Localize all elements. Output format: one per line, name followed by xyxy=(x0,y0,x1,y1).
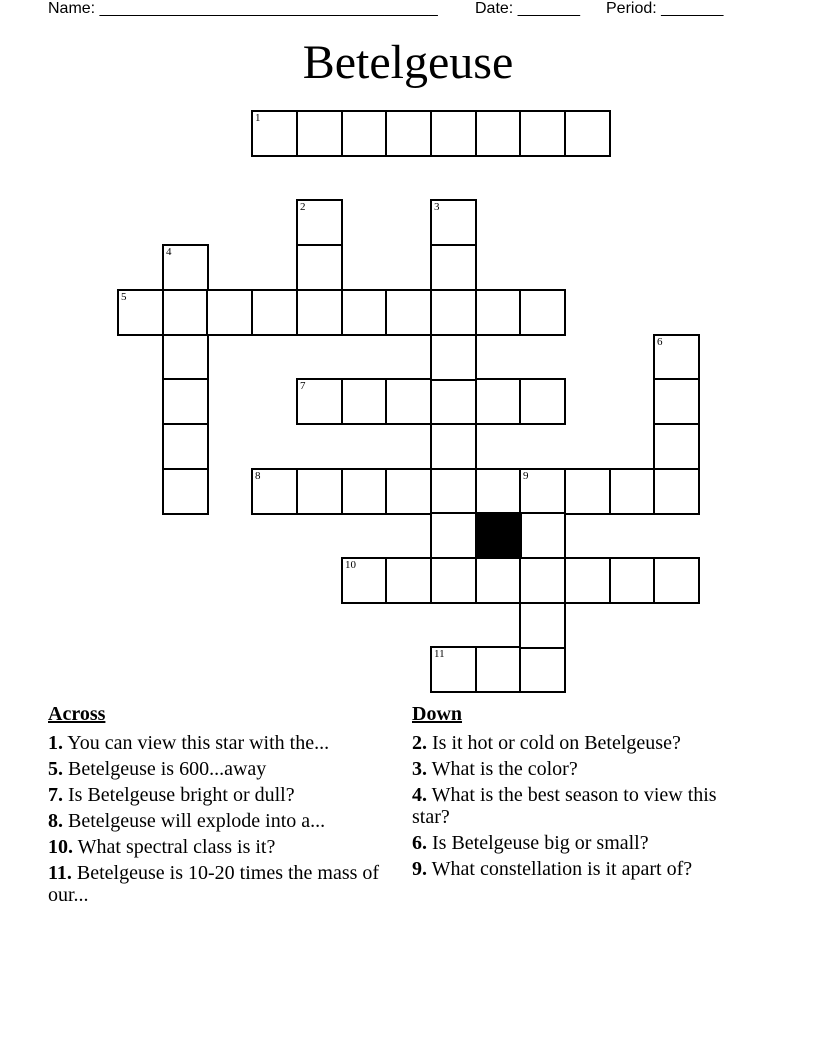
date-field[interactable]: Date: _______ xyxy=(475,0,580,17)
crossword-cell[interactable] xyxy=(385,557,432,604)
puzzle-title: Betelgeuse xyxy=(302,36,514,89)
crossword-cell[interactable] xyxy=(341,289,388,336)
clue-across-10 xyxy=(48,836,383,858)
crossword-cell[interactable] xyxy=(385,468,432,515)
crossword-cell[interactable] xyxy=(341,110,388,157)
down-heading: Down xyxy=(412,703,463,725)
crossword-cell[interactable] xyxy=(162,378,209,425)
crossword-cell[interactable] xyxy=(341,557,388,604)
crossword-cell[interactable] xyxy=(162,289,209,336)
crossword-cell[interactable] xyxy=(653,557,700,604)
black-square xyxy=(475,512,522,559)
down-clues xyxy=(412,702,747,884)
crossword-cell[interactable] xyxy=(475,646,522,693)
crossword-cell[interactable] xyxy=(430,378,477,425)
crossword-cell[interactable] xyxy=(519,289,566,336)
clue-text: Is it hot or cold on Betelgeuse? xyxy=(432,732,681,754)
clue-number-label: 2 xyxy=(300,201,306,213)
clue-down-4 xyxy=(412,784,747,828)
crossword-cell[interactable] xyxy=(475,378,522,425)
crossword-cell[interactable] xyxy=(653,468,700,515)
crossword-cell[interactable] xyxy=(296,289,343,336)
crossword-cell[interactable] xyxy=(475,289,522,336)
crossword-cell[interactable] xyxy=(564,557,611,604)
clue-number-label: 5 xyxy=(121,291,127,303)
crossword-cell[interactable] xyxy=(475,110,522,157)
clue-text: What constellation is it apart of? xyxy=(431,858,693,880)
crossword-cell[interactable] xyxy=(296,199,343,246)
crossword-cell[interactable] xyxy=(430,512,477,559)
crossword-cell[interactable] xyxy=(162,334,209,381)
clue-text: What is the color? xyxy=(431,758,578,780)
crossword-cell[interactable] xyxy=(341,468,388,515)
clue-down-3 xyxy=(412,758,747,780)
crossword-cell[interactable] xyxy=(564,110,611,157)
clue-number: 4. xyxy=(412,784,427,806)
crossword-cell[interactable] xyxy=(519,602,566,649)
clue-across-5 xyxy=(48,758,383,780)
clue-number: 5. xyxy=(48,758,63,780)
clue-text: Is Betelgeuse bright or dull? xyxy=(68,784,295,806)
clue-number-label: 9 xyxy=(523,470,529,482)
clue-down-2 xyxy=(412,732,747,754)
clue-text: Betelgeuse is 10-20 times the mass of our... xyxy=(48,862,380,906)
crossword-cell[interactable] xyxy=(609,557,656,604)
crossword-cell[interactable] xyxy=(653,378,700,425)
crossword-cell[interactable] xyxy=(519,512,566,559)
clue-number: 2. xyxy=(412,732,427,754)
crossword-cell[interactable] xyxy=(653,334,700,381)
clue-number: 6. xyxy=(412,832,427,854)
clue-text: What spectral class is it? xyxy=(77,836,276,858)
crossword-cell[interactable] xyxy=(385,289,432,336)
crossword-cell[interactable] xyxy=(385,110,432,157)
crossword-cell[interactable] xyxy=(430,334,477,381)
crossword-cell[interactable] xyxy=(519,378,566,425)
clue-down-9 xyxy=(412,858,747,880)
crossword-cell[interactable] xyxy=(430,244,477,291)
clue-text: Is Betelgeuse big or small? xyxy=(432,832,649,854)
clue-number-label: 6 xyxy=(657,336,663,348)
crossword-cell[interactable] xyxy=(430,110,477,157)
crossword-cell[interactable] xyxy=(430,289,477,336)
crossword-cell[interactable] xyxy=(609,468,656,515)
crossword-cell[interactable] xyxy=(430,199,477,246)
clue-across-8 xyxy=(48,810,383,832)
crossword-cell[interactable] xyxy=(296,468,343,515)
crossword-cell[interactable] xyxy=(430,557,477,604)
crossword-cell[interactable] xyxy=(251,289,298,336)
clue-number: 3. xyxy=(412,758,427,780)
name-field[interactable]: Name: ______________________________________ xyxy=(48,0,438,17)
clue-number: 9. xyxy=(412,858,427,880)
clue-number: 10. xyxy=(48,836,73,858)
crossword-cell[interactable] xyxy=(162,244,209,291)
clue-number: 1. xyxy=(48,732,63,754)
clue-across-7 xyxy=(48,784,383,806)
crossword-cell[interactable] xyxy=(162,423,209,470)
clue-number-label: 10 xyxy=(345,559,356,571)
clue-text: You can view this star with the... xyxy=(67,732,330,754)
clue-text: Betelgeuse will explode into a... xyxy=(68,810,326,832)
crossword-cell[interactable] xyxy=(296,110,343,157)
clue-number-label: 8 xyxy=(255,470,261,482)
across-heading: Across xyxy=(48,703,106,725)
clue-across-1 xyxy=(48,732,383,754)
clue-number-label: 4 xyxy=(166,246,172,258)
crossword-cell[interactable] xyxy=(430,646,477,693)
crossword-cell[interactable] xyxy=(519,468,566,515)
crossword-cell[interactable] xyxy=(296,244,343,291)
crossword-cell[interactable] xyxy=(475,557,522,604)
crossword-cell[interactable] xyxy=(519,110,566,157)
crossword-cell[interactable] xyxy=(430,423,477,470)
crossword-cell[interactable] xyxy=(519,557,566,604)
clue-down-6 xyxy=(412,832,747,854)
clue-number: 7. xyxy=(48,784,63,806)
clue-number-label: 1 xyxy=(255,112,261,124)
crossword-cell[interactable] xyxy=(519,646,566,693)
crossword-cell[interactable] xyxy=(475,468,522,515)
crossword-cell[interactable] xyxy=(296,378,343,425)
crossword-cell[interactable] xyxy=(341,378,388,425)
crossword-cell[interactable] xyxy=(251,110,298,157)
crossword-cell[interactable] xyxy=(385,378,432,425)
crossword-cell[interactable] xyxy=(117,289,164,336)
crossword-cell[interactable] xyxy=(430,468,477,515)
period-field[interactable]: Period: _______ xyxy=(606,0,724,17)
clue-number-label: 3 xyxy=(434,201,440,213)
clue-text: What is the best season to view this star? xyxy=(412,784,717,828)
crossword-cell[interactable] xyxy=(206,289,253,336)
clue-text: Betelgeuse is 600...away xyxy=(68,758,267,780)
across-clues xyxy=(48,702,383,910)
clue-number-label: 7 xyxy=(300,380,306,392)
crossword-cell[interactable] xyxy=(564,468,611,515)
clue-number: 8. xyxy=(48,810,63,832)
clue-number-label: 11 xyxy=(434,648,445,660)
crossword-cell[interactable] xyxy=(162,468,209,515)
clue-across-11 xyxy=(48,862,383,906)
crossword-cell[interactable] xyxy=(653,423,700,470)
clue-number: 11. xyxy=(48,862,72,884)
crossword-cell[interactable] xyxy=(251,468,298,515)
